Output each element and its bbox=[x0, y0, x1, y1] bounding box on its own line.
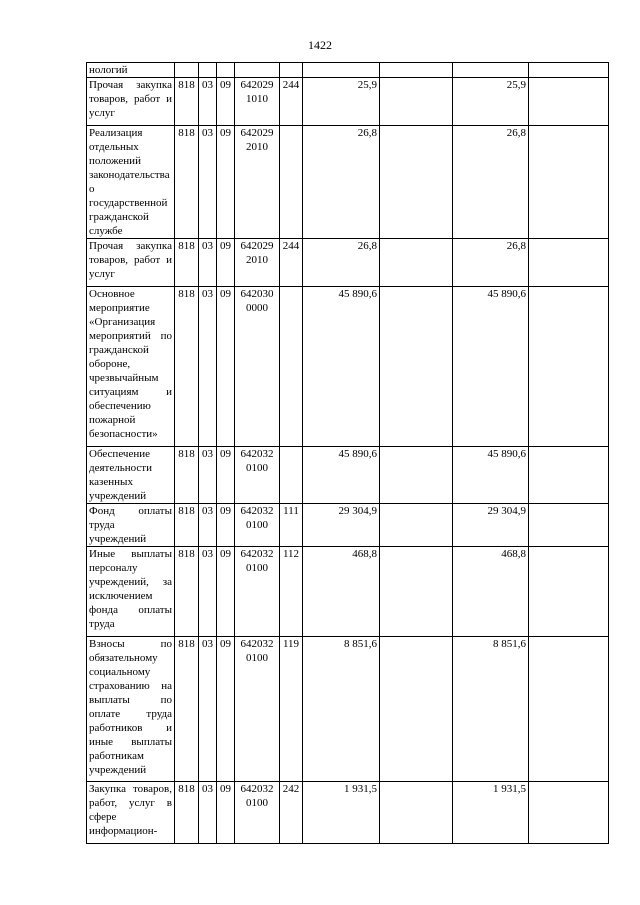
section-code-cell bbox=[199, 63, 217, 78]
expense-type-cell: 242 bbox=[280, 782, 303, 844]
amount-cell-3: 45 890,6 bbox=[453, 447, 529, 504]
subsection-code-cell: 09 bbox=[217, 782, 235, 844]
amount-cell-4 bbox=[529, 239, 609, 287]
amount-cell: 45 890,6 bbox=[303, 287, 380, 447]
table-row bbox=[87, 547, 609, 637]
target-article-cell: 642032 0100 bbox=[235, 782, 280, 844]
target-article-cell: 642030 0000 bbox=[235, 287, 280, 447]
target-article-cell: 642029 2010 bbox=[235, 239, 280, 287]
table-row bbox=[87, 63, 609, 78]
section-code-cell: 03 bbox=[199, 126, 217, 239]
row-name-cell: Закупка товаров, работ, услуг в сфере информацион- bbox=[87, 782, 175, 844]
amount-cell-3: 26,8 bbox=[453, 239, 529, 287]
section-code-cell: 03 bbox=[199, 547, 217, 637]
amount-cell-2 bbox=[380, 78, 453, 126]
amount-cell-2 bbox=[380, 637, 453, 782]
amount-cell-3 bbox=[453, 63, 529, 78]
expense-type-cell bbox=[280, 447, 303, 504]
row-name-cell: Основное мероприятие «Организация мероприятий по гражданской обороне, чрезвычайным ситуациям и обеспечению пожарной безопасности» bbox=[87, 287, 175, 447]
table-row bbox=[87, 504, 609, 547]
subsection-code-cell: 09 bbox=[217, 447, 235, 504]
amount-cell-4 bbox=[529, 547, 609, 637]
amount-cell-4 bbox=[529, 637, 609, 782]
section-code-cell: 03 bbox=[199, 78, 217, 126]
page-number: 1422 bbox=[308, 38, 332, 52]
amount-cell-3: 25,9 bbox=[453, 78, 529, 126]
table-row bbox=[87, 239, 609, 287]
amount-cell: 1 931,5 bbox=[303, 782, 380, 844]
amount-cell-4 bbox=[529, 63, 609, 78]
row-name-cell: Реализация отдельных положений законодательства о государственной гражданской службе bbox=[87, 126, 175, 239]
department-code-cell: 818 bbox=[175, 78, 199, 126]
section-code-cell: 03 bbox=[199, 637, 217, 782]
amount-cell-2 bbox=[380, 504, 453, 547]
subsection-code-cell: 09 bbox=[217, 504, 235, 547]
target-article-cell: 642032 0100 bbox=[235, 447, 280, 504]
amount-cell: 29 304,9 bbox=[303, 504, 380, 547]
subsection-code-cell: 09 bbox=[217, 78, 235, 126]
section-code-cell: 03 bbox=[199, 447, 217, 504]
amount-cell-4 bbox=[529, 126, 609, 239]
table-row bbox=[87, 287, 609, 447]
amount-cell-4 bbox=[529, 287, 609, 447]
amount-cell: 26,8 bbox=[303, 239, 380, 287]
target-article-cell: 642029 2010 bbox=[235, 126, 280, 239]
amount-cell-4 bbox=[529, 447, 609, 504]
target-article-cell: 642029 1010 bbox=[235, 78, 280, 126]
section-code-cell: 03 bbox=[199, 287, 217, 447]
subsection-code-cell: 09 bbox=[217, 287, 235, 447]
department-code-cell: 818 bbox=[175, 126, 199, 239]
amount-cell: 45 890,6 bbox=[303, 447, 380, 504]
amount-cell-4 bbox=[529, 504, 609, 547]
section-code-cell: 03 bbox=[199, 239, 217, 287]
amount-cell-4 bbox=[529, 78, 609, 126]
amount-cell-2 bbox=[380, 447, 453, 504]
amount-cell: 468,8 bbox=[303, 547, 380, 637]
subsection-code-cell: 09 bbox=[217, 239, 235, 287]
target-article-cell: 642032 0100 bbox=[235, 504, 280, 547]
subsection-code-cell bbox=[217, 63, 235, 78]
amount-cell-2 bbox=[380, 287, 453, 447]
amount-cell-2 bbox=[380, 63, 453, 78]
table-row bbox=[87, 637, 609, 782]
amount-cell-2 bbox=[380, 782, 453, 844]
amount-cell-3: 1 931,5 bbox=[453, 782, 529, 844]
budget-table bbox=[86, 62, 609, 844]
section-code-cell: 03 bbox=[199, 504, 217, 547]
target-article-cell bbox=[235, 63, 280, 78]
row-name-cell: Обеспечение деятельности казенных учреждений bbox=[87, 447, 175, 504]
amount-cell-3: 45 890,6 bbox=[453, 287, 529, 447]
department-code-cell: 818 bbox=[175, 782, 199, 844]
row-name-cell: нологий bbox=[87, 63, 175, 78]
target-article-cell: 642032 0100 bbox=[235, 637, 280, 782]
department-code-cell: 818 bbox=[175, 447, 199, 504]
table-row bbox=[87, 78, 609, 126]
expense-type-cell: 111 bbox=[280, 504, 303, 547]
table-row bbox=[87, 447, 609, 504]
subsection-code-cell: 09 bbox=[217, 126, 235, 239]
department-code-cell: 818 bbox=[175, 239, 199, 287]
table-row bbox=[87, 782, 609, 844]
row-name-cell: Фонд оплаты труда учреждений bbox=[87, 504, 175, 547]
subsection-code-cell: 09 bbox=[217, 547, 235, 637]
amount-cell-2 bbox=[380, 239, 453, 287]
amount-cell-3: 8 851,6 bbox=[453, 637, 529, 782]
expense-type-cell bbox=[280, 287, 303, 447]
table-row bbox=[87, 126, 609, 239]
expense-type-cell bbox=[280, 126, 303, 239]
expense-type-cell: 112 bbox=[280, 547, 303, 637]
department-code-cell bbox=[175, 63, 199, 78]
amount-cell-3: 26,8 bbox=[453, 126, 529, 239]
amount-cell bbox=[303, 63, 380, 78]
row-name-cell: Взносы по обязательному социальному страхованию на выплаты по оплате труда работников и иные выплаты работникам учреждений bbox=[87, 637, 175, 782]
amount-cell-2 bbox=[380, 126, 453, 239]
amount-cell-4 bbox=[529, 782, 609, 844]
expense-type-cell bbox=[280, 63, 303, 78]
expense-type-cell: 119 bbox=[280, 637, 303, 782]
row-name-cell: Прочая закупка товаров, работ и услуг bbox=[87, 78, 175, 126]
department-code-cell: 818 bbox=[175, 504, 199, 547]
section-code-cell: 03 bbox=[199, 782, 217, 844]
department-code-cell: 818 bbox=[175, 637, 199, 782]
amount-cell: 25,9 bbox=[303, 78, 380, 126]
department-code-cell: 818 bbox=[175, 547, 199, 637]
expense-type-cell: 244 bbox=[280, 239, 303, 287]
amount-cell: 8 851,6 bbox=[303, 637, 380, 782]
row-name-cell: Прочая закупка товаров, работ и услуг bbox=[87, 239, 175, 287]
expense-type-cell: 244 bbox=[280, 78, 303, 126]
amount-cell: 26,8 bbox=[303, 126, 380, 239]
amount-cell-2 bbox=[380, 547, 453, 637]
target-article-cell: 642032 0100 bbox=[235, 547, 280, 637]
amount-cell-3: 29 304,9 bbox=[453, 504, 529, 547]
department-code-cell: 818 bbox=[175, 287, 199, 447]
amount-cell-3: 468,8 bbox=[453, 547, 529, 637]
row-name-cell: Иные выплаты персоналу учреждений, за исключением фонда оплаты труда bbox=[87, 547, 175, 637]
subsection-code-cell: 09 bbox=[217, 637, 235, 782]
